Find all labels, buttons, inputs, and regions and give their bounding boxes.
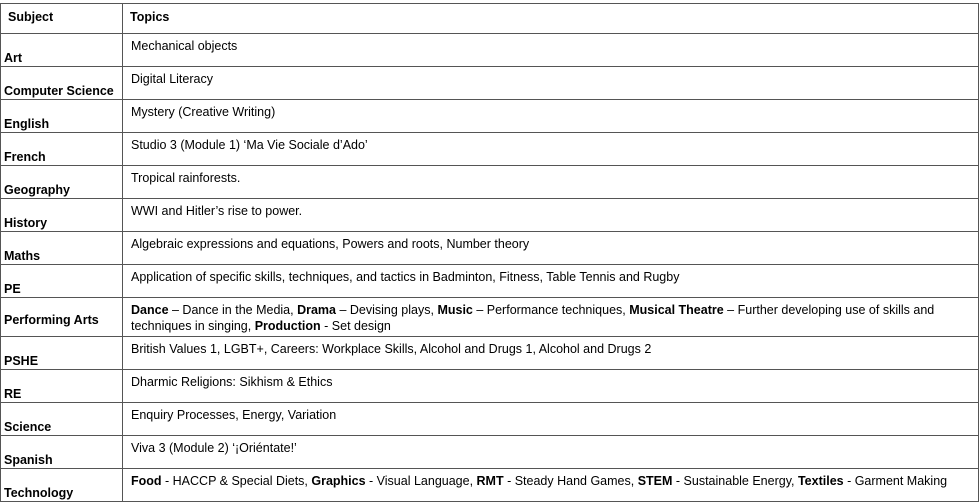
topic-segment: Algebraic expressions and equations, Powers and roots, Number theory	[131, 237, 530, 251]
topic-segment: WWI and Hitler’s rise to power.	[131, 204, 303, 218]
topics-text	[123, 298, 978, 334]
topic-segment: Enquiry Processes, Energy, Variation	[131, 408, 337, 422]
topic-segment: Studio 3 (Module 1) ‘Ma Vie Sociale d’Ado’	[131, 138, 368, 152]
topic-segment: – Performance techniques,	[472, 303, 630, 317]
topics-text	[123, 133, 978, 153]
topic-segment: Tropical rainforests.	[131, 171, 241, 185]
subject-label: Science	[4, 420, 52, 434]
topics-cell	[123, 34, 979, 67]
topics-cell	[123, 166, 979, 199]
curriculum-table-wrapper	[0, 3, 979, 502]
table-row	[1, 67, 979, 100]
topic-segment: Mystery (Creative Writing)	[131, 105, 276, 119]
topics-cell	[123, 265, 979, 298]
topic-keyword: Textiles	[797, 474, 844, 488]
table-body	[1, 34, 979, 502]
subject-label: Performing Arts	[4, 313, 99, 327]
topics-text	[123, 265, 978, 285]
subject-cell	[1, 403, 123, 436]
subject-label: English	[4, 117, 50, 131]
subject-label: Maths	[4, 249, 41, 263]
subject-cell	[1, 232, 123, 265]
topics-cell	[123, 100, 979, 133]
topic-segment: – Further developing use of skills and techniques in singing,	[131, 303, 935, 333]
topic-keyword: RMT	[476, 474, 504, 488]
topic-keyword: Dance	[131, 303, 169, 317]
table-row	[1, 436, 979, 469]
subject-cell	[1, 265, 123, 298]
table-row	[1, 199, 979, 232]
topic-segment: - Steady Hand Games,	[503, 474, 638, 488]
topic-segment: – Dance in the Media,	[168, 303, 298, 317]
topic-segment: Dharmic Religions: Sikhism & Ethics	[131, 375, 333, 389]
table-row	[1, 370, 979, 403]
table-row	[1, 403, 979, 436]
topic-keyword: Graphics	[311, 474, 366, 488]
topic-keyword: Drama	[297, 303, 336, 317]
topic-segment: - HACCP & Special Diets,	[161, 474, 312, 488]
subject-cell	[1, 100, 123, 133]
subject-header-label: Subject	[8, 10, 54, 24]
topic-segment: - Sustainable Energy,	[672, 474, 798, 488]
topic-segment: Viva 3 (Module 2) ‘¡Oriéntate!’	[131, 441, 297, 455]
table-row	[1, 337, 979, 370]
subject-label: French	[4, 150, 46, 164]
topics-header-label: Topics	[130, 10, 170, 24]
topics-cell	[123, 469, 979, 502]
topics-column-header	[123, 4, 979, 34]
topic-keyword: Production	[254, 319, 321, 333]
topics-text	[123, 337, 978, 357]
table-row	[1, 34, 979, 67]
topics-cell	[123, 67, 979, 100]
topic-segment: - Garment Making	[843, 474, 948, 488]
subject-label: PE	[4, 282, 21, 296]
topic-segment: Application of specific skills, techniques, and tactics in Badminton, Fitness, Table Tennis and Rugby	[131, 270, 680, 284]
header-row	[1, 4, 979, 34]
subject-label: Art	[4, 51, 23, 65]
subject-label: History	[4, 216, 48, 230]
subject-cell	[1, 436, 123, 469]
topic-segment: - Visual Language,	[365, 474, 477, 488]
topic-keyword: Food	[131, 474, 162, 488]
subject-label: Computer Science	[4, 84, 114, 98]
table-row	[1, 298, 979, 337]
subject-cell	[1, 166, 123, 199]
topics-cell	[123, 436, 979, 469]
table-row	[1, 100, 979, 133]
table-row	[1, 265, 979, 298]
topics-text	[123, 34, 978, 54]
subject-label: RE	[4, 387, 22, 401]
table-row	[1, 133, 979, 166]
subject-column-header	[1, 4, 123, 34]
topics-text	[123, 67, 978, 87]
topics-text	[123, 469, 978, 489]
subject-cell	[1, 133, 123, 166]
topic-keyword: STEM	[637, 474, 673, 488]
subject-cell	[1, 337, 123, 370]
table-row	[1, 166, 979, 199]
topics-cell	[123, 298, 979, 337]
topics-cell	[123, 370, 979, 403]
topics-cell	[123, 232, 979, 265]
topic-segment: - Set design	[320, 319, 391, 333]
topics-text	[123, 100, 978, 120]
topics-cell	[123, 337, 979, 370]
topics-text	[123, 232, 978, 252]
subject-label: Technology	[4, 486, 74, 500]
table-row	[1, 469, 979, 502]
topic-keyword: Musical Theatre	[629, 303, 724, 317]
topic-keyword: Music	[437, 303, 473, 317]
subject-cell	[1, 67, 123, 100]
subject-cell	[1, 298, 123, 337]
topics-text	[123, 199, 978, 219]
curriculum-table	[0, 3, 979, 502]
topics-text	[123, 403, 978, 423]
topics-text	[123, 370, 978, 390]
topic-segment: Digital Literacy	[131, 72, 213, 86]
table-row	[1, 232, 979, 265]
subject-cell	[1, 469, 123, 502]
topics-text	[123, 436, 978, 456]
topic-segment: British Values 1, LGBT+, Careers: Workplace Skills, Alcohol and Drugs 1, Alcohol and Drugs 2	[131, 342, 652, 356]
subject-label: PSHE	[4, 354, 39, 368]
topic-segment: – Devising plays,	[336, 303, 438, 317]
topics-cell	[123, 133, 979, 166]
topics-cell	[123, 403, 979, 436]
topics-text	[123, 166, 978, 186]
subject-cell	[1, 370, 123, 403]
subject-cell	[1, 34, 123, 67]
subject-cell	[1, 199, 123, 232]
subject-label: Geography	[4, 183, 70, 197]
subject-label: Spanish	[4, 453, 53, 467]
topic-segment: Mechanical objects	[131, 39, 238, 53]
topics-cell	[123, 199, 979, 232]
